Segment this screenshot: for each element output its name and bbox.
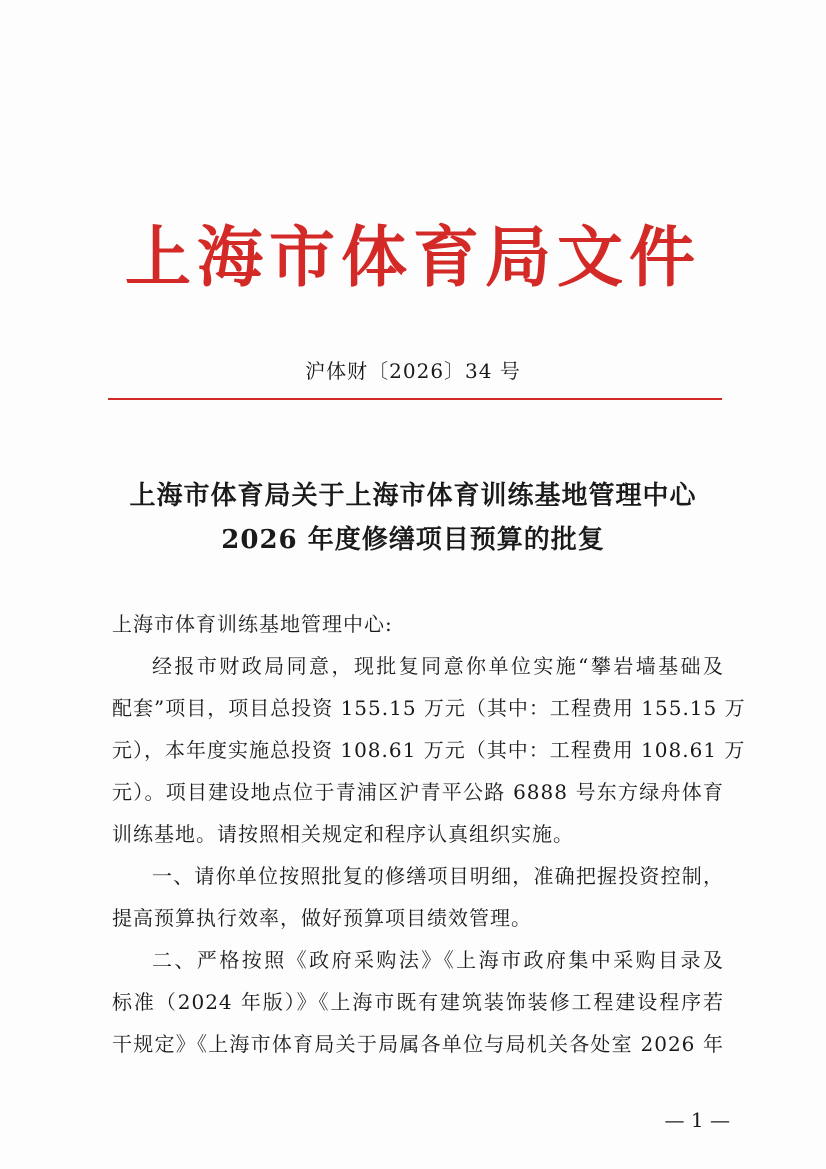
document-number: 沪体财〔2026〕34 号: [305, 359, 521, 383]
paragraph-line: 二、严格按照《政府采购法》《上海市政府集中采购目录及: [152, 948, 724, 972]
red-divider-line: [108, 398, 722, 400]
paragraph-line: 标准（2024 年版）》《上海市既有建筑装饰装修工程建设程序若: [112, 990, 724, 1014]
paragraph-item-2: [112, 939, 724, 1065]
title-line-1: 上海市体育局关于上海市体育训练基地管理中心: [129, 481, 697, 511]
document-title: [60, 474, 766, 562]
paragraph-line: 经报市财政局同意，现批复同意你单位实施“攀岩墙基础及: [152, 654, 724, 678]
paragraph-line: 干规定》《上海市体育局关于局属各单位与局机关各处室 2026 年: [112, 1032, 724, 1056]
paragraph-line: 配套”项目，项目总投资 155.15 万元（其中：工程费用 155.15 万: [112, 696, 746, 720]
page-number: — 1 —: [664, 1108, 730, 1132]
paragraph-line: 元），本年度实施总投资 108.61 万元（其中：工程费用 108.61 万: [112, 738, 746, 762]
paragraph-line: 元）。项目建设地点位于青浦区沪青平公路 6888 号东方绿舟体育: [112, 780, 724, 804]
document-body: [112, 603, 746, 1065]
paragraph-line: 训练基地。请按照相关规定和程序认真组织实施。: [112, 822, 574, 846]
paragraph-item-1: [112, 855, 724, 939]
title-line-2: 2026 年度修缮项目预算的批复: [221, 525, 605, 555]
document-masthead: 上海市体育局文件: [125, 218, 701, 296]
paragraph-line: 一、请你单位按照批复的修缮项目明细，准确把握投资控制，: [152, 864, 724, 888]
addressee-text: 上海市体育训练基地管理中心:: [112, 612, 393, 636]
paragraph-approval: [112, 645, 746, 855]
addressee: [112, 603, 724, 645]
paragraph-line: 提高预算执行效率，做好预算项目绩效管理。: [112, 906, 532, 930]
